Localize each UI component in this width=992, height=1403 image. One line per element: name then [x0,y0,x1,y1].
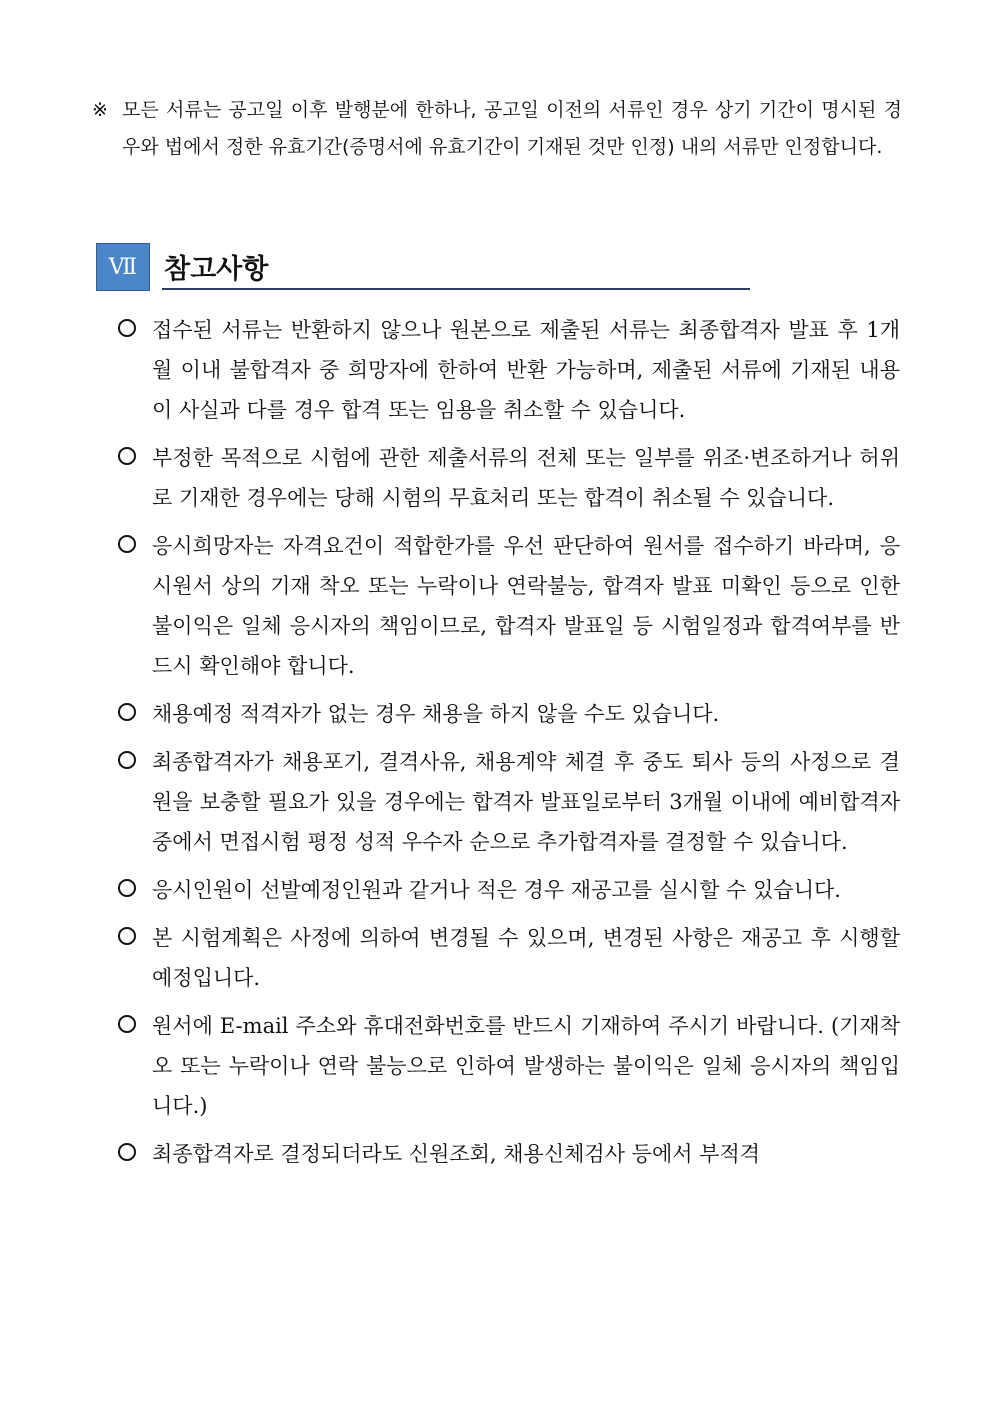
reference-items-list [118,310,900,1182]
circle-bullet-icon [118,535,136,553]
list-item [118,1134,900,1174]
circle-bullet-icon [118,1143,136,1161]
validity-note [92,92,902,166]
circle-bullet-icon [118,751,136,769]
circle-bullet-icon [118,703,136,721]
circle-bullet-icon [118,1015,136,1033]
list-item-text: 응시희망자는 자격요건이 적합한가를 우선 판단하여 원서를 접수하기 바라며, 응시원서 상의 기재 착오 또는 누락이나 연락불능, 합격자 발표 미확인 등으로 인한 불이익은 일체 응시자의 책임이므로, 합격자 발표일 등 시험일정과 합격여부를 반드시 확인해야 합니다. [152,534,900,678]
list-item-text: 응시인원이 선발예정인원과 같거나 적은 경우 재공고를 실시할 수 있습니다. [152,878,841,902]
list-item [118,870,900,910]
list-item [118,310,900,430]
list-item [118,1006,900,1126]
list-item [118,438,900,518]
list-item-text: 채용예정 적격자가 없는 경우 채용을 하지 않을 수도 있습니다. [152,702,720,726]
circle-bullet-icon [118,879,136,897]
list-item-text: 원서에 E-mail 주소와 휴대전화번호를 반드시 기재하여 주시기 바랍니다. (기재착오 또는 누락이나 연락 불능으로 인하여 발생하는 불이익은 일체 응시자의 책임입니다.) [152,1014,900,1118]
list-item [118,694,900,734]
list-item [118,918,900,998]
circle-bullet-icon [118,927,136,945]
list-item-text: 접수된 서류는 반환하지 않으나 원본으로 제출된 서류는 최종합격자 발표 후 1개월 이내 불합격자 중 희망자에 한하여 반환 가능하며, 제출된 서류에 기재된 내용이 사실과 다를 경우 합격 또는 임용을 취소할 수 있습니다. [152,318,900,422]
section-number-badge: Ⅶ [96,243,150,291]
list-item-text: 본 시험계획은 사정에 의하여 변경될 수 있으며, 변경된 사항은 재공고 후 시행할 예정입니다. [152,926,900,990]
section-title: 참고사항 [164,254,269,285]
reference-mark-icon: ※ [92,99,108,121]
list-item [118,742,900,862]
section-underline [162,288,750,290]
list-item [118,526,900,686]
list-item-text: 최종합격자가 채용포기, 결격사유, 채용계약 체결 후 중도 퇴사 등의 사정으로 결원을 보충할 필요가 있을 경우에는 합격자 발표일로부터 3개월 이내에 예비합격자 중에서 면접시험 평정 성적 우수자 순으로 추가합격자를 결정할 수 있습니다. [152,750,900,854]
list-item-text: 부정한 목적으로 시험에 관한 제출서류의 전체 또는 일부를 위조·변조하거나 허위로 기재한 경우에는 당해 시험의 무효처리 또는 합격이 취소될 수 있습니다. [152,446,900,510]
section-header [96,243,756,291]
note-text: 모든 서류는 공고일 이후 발행분에 한하나, 공고일 이전의 서류인 경우 상기 기간이 명시된 경우와 법에서 정한 유효기간(증명서에 유효기간이 기재된 것만 인정) 내의 서류만 인정합니다. [122,99,902,158]
list-item-text: 최종합격자로 결정되더라도 신원조회, 채용신체검사 등에서 부적격 [152,1142,761,1166]
circle-bullet-icon [118,447,136,465]
circle-bullet-icon [118,319,136,337]
